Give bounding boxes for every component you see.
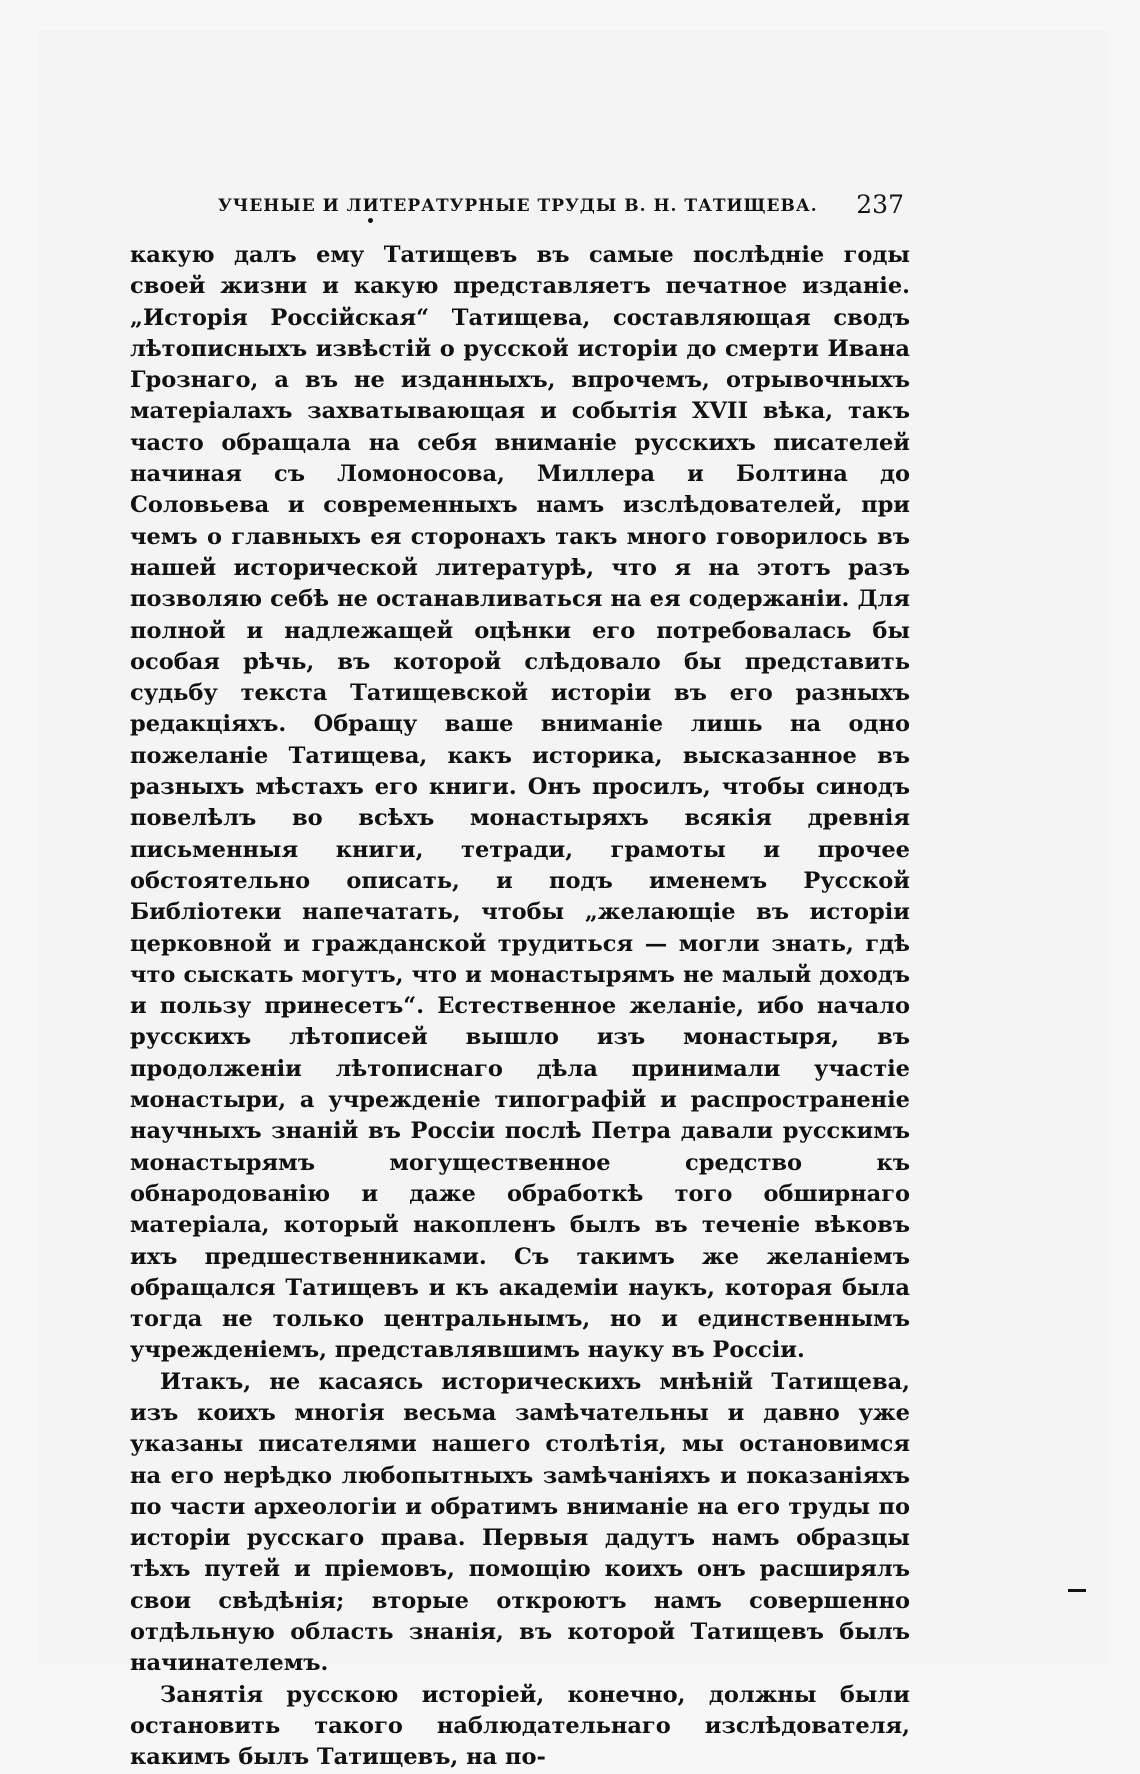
ink-dot (368, 218, 373, 223)
body-text (130, 240, 910, 1774)
running-head: УЧЕНЫЕ И ЛИТЕРАТУРНЫЕ ТРУДЫ В. Н. ТАТИЩЕВА. (218, 196, 818, 216)
paragraph: Итакъ, не касаясь историческихъ мнѣній Татищева, изъ коихъ многія весьма замѣчательны и давно уже указаны писателями нашего столѣтія, мы остановимся на его нерѣдко любопытныхъ замѣчаніяхъ и показаніяхъ по части археологіи и обратимъ вниманіе на его труды по исторіи русскаго права. Первыя дадутъ намъ образцы тѣхъ путей и пріемовъ, помощію коихъ онъ расширялъ свои свѣдѣнія; вторые откроютъ намъ совершенно отдѣльную область знанія, въ которой Татищевъ былъ начинателемъ. (130, 1368, 910, 1677)
page-number: 237 (856, 190, 904, 219)
paragraph: Занятія русскою исторіей, конечно, должны были остановить такого наблюдательнаго изслѣдователя, какимъ былъ Татищевъ, на по- (130, 1681, 910, 1771)
page-header (218, 190, 904, 226)
margin-dash (1068, 1589, 1086, 1592)
paragraph: какую далъ ему Татищевъ въ самые послѣдніе годы своей жизни и какую представляетъ печатное изданіе. „Исторія Россійская“ Татищева, составляющая сводъ лѣтописныхъ извѣстій о русской исторіи до смерти Ивана Грознаго, а въ не изданныхъ, впрочемъ, отрывочныхъ матеріалахъ захватывающая и событія XVII вѣка, такъ часто обращала на себя вниманіе русскихъ писателей начиная съ Ломоносова, Миллера и Болтина до Соловьева и современныхъ намъ изслѣдователей, при чемъ о главныхъ ея сторонахъ такъ много говорилось въ нашей исторической литературѣ, что я на этотъ разъ позволяю себѣ не останавливаться на ея содержаніи. Для полной и надлежащей оцѣнки его потребовалась бы особая рѣчь, въ которой слѣдовало бы представить судьбу текста Татищевской исторіи въ его разныхъ редакціяхъ. Обращу ваше вниманіе лишь на одно пожеланіе Татищева, какъ историка, высказанное въ разныхъ мѣстахъ его книги. Онъ просилъ, чтобы синодъ повелѣлъ во всѣхъ монастыряхъ всякія древнія письменныя книги, тетради, грамоты и прочее обстоятельно описать, и подъ именемъ Русской Библіотеки напечатать, чтобы „желающіе въ исторіи церковной и гражданской трудиться — могли знать, гдѣ что сыскать могутъ, что и монастырямъ не малый доходъ и пользу принесетъ“. Естественное желаніе, ибо начало русскихъ лѣтописей вышло изъ монастыря, въ продолженіи лѣтописнаго дѣла принимали участіе монастыри, а учрежденіе типографій и распространеніе научныхъ знаній въ Россіи послѣ Петра давали русскимъ монастырямъ могущественное средство къ обнародованію и даже обработкѣ того обширнаго матеріала, который накопленъ былъ въ теченіе вѣковъ ихъ предшественниками. Съ такимъ же желаніемъ обращался Татищевъ и къ академіи наукъ, которая была тогда не только центральнымъ, но и единственнымъ учрежденіемъ, представлявшимъ науку въ Россіи. (130, 242, 910, 1364)
